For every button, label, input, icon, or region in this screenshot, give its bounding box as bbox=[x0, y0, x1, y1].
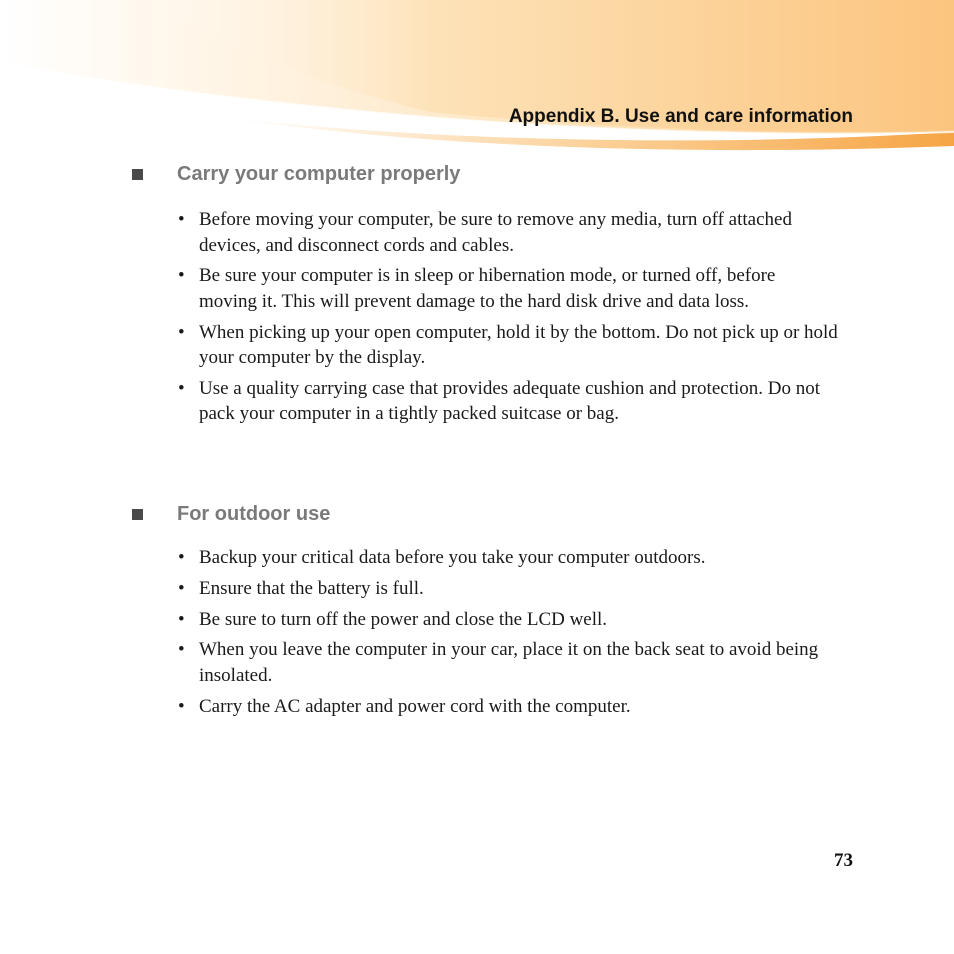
list-item bbox=[178, 376, 838, 427]
bullet-icon: • bbox=[178, 265, 185, 287]
list-item-text: Backup your critical data before you take your computer outdoors. bbox=[199, 547, 706, 568]
bullet-icon: • bbox=[178, 608, 185, 630]
section-heading-text: Carry your computer properly bbox=[177, 163, 461, 185]
list-item bbox=[178, 637, 838, 688]
list-item-text: Be sure your computer is in sleep or hibernation mode, or turned off, before moving it. This will prevent damage to the hard disk drive and data loss. bbox=[199, 265, 776, 312]
list-item bbox=[178, 263, 838, 314]
bullet-icon: • bbox=[178, 321, 185, 343]
list-item-text: Be sure to turn off the power and close the LCD well. bbox=[199, 608, 608, 630]
header-decoration bbox=[0, 0, 954, 160]
running-header: Appendix B. Use and care information bbox=[508, 106, 853, 127]
bullet-icon: • bbox=[178, 547, 185, 568]
square-bullet-icon bbox=[132, 509, 143, 520]
list-item bbox=[178, 320, 838, 371]
bullet-list bbox=[178, 207, 838, 432]
list-item-text: Ensure that the battery is full. bbox=[199, 577, 424, 599]
bullet-icon: • bbox=[178, 209, 185, 230]
square-bullet-icon bbox=[132, 169, 143, 180]
bullet-icon: • bbox=[178, 377, 185, 399]
bullet-icon: • bbox=[178, 639, 185, 661]
bullet-icon: • bbox=[178, 695, 185, 717]
list-item-text: Use a quality carrying case that provides adequate cushion and protection. Do not pack your computer in a tightly packed suitcase or bag. bbox=[199, 377, 820, 425]
list-item-text: Carry the AC adapter and power cord with the computer. bbox=[199, 695, 631, 717]
section-heading bbox=[132, 163, 460, 186]
list-item bbox=[178, 607, 838, 633]
section-heading-text: For outdoor use bbox=[177, 503, 331, 525]
section-heading bbox=[132, 503, 330, 526]
list-item-text: When picking up your open computer, hold it by the bottom. Do not pick up or hold your computer by the display. bbox=[199, 321, 838, 369]
list-item-text: Before moving your computer, be sure to remove any media, turn off attached devices, and disconnect cords and cables. bbox=[199, 209, 792, 256]
list-item bbox=[178, 576, 838, 602]
list-item bbox=[178, 694, 838, 720]
page-number: 73 bbox=[834, 850, 853, 871]
list-item-text: When you leave the computer in your car, place it on the back seat to avoid being insolated. bbox=[199, 639, 819, 686]
list-item bbox=[178, 545, 838, 571]
bullet-list bbox=[178, 545, 838, 724]
bullet-icon: • bbox=[178, 577, 185, 599]
list-item bbox=[178, 207, 838, 258]
